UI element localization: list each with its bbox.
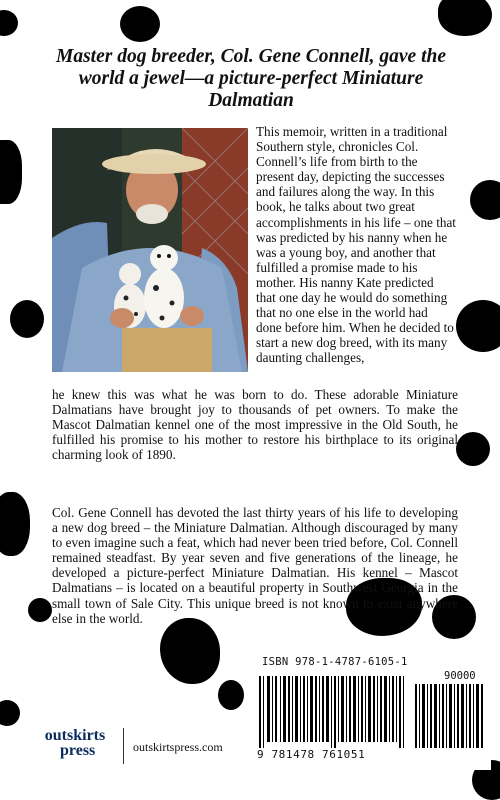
dalmatian-spot bbox=[438, 0, 492, 36]
dalmatian-spot bbox=[0, 140, 22, 204]
publisher-logo bbox=[30, 728, 120, 758]
publisher-url: outskirtspress.com bbox=[133, 740, 223, 754]
dalmatian-spot bbox=[28, 598, 52, 622]
description-paragraph-2: Col. Gene Connell has devoted the last thirty years of his life to developing a new dog breed – the Miniature Dalmatian. Although discouraged by many to even imagine such a feat, which had never been tried before, Col. Connell remained steadfast. By year seven and five generations of the lineage, he developed a picture-perfect Miniature Dalmatian. His kennel – Mascot Dalmatians – is located on a beautiful property in Southwest Georgia in the small town of Sale City. This unique breed is not known to exist anywhere else in the world. bbox=[52, 505, 458, 626]
publisher-logo-line-1: outskirts bbox=[44, 727, 106, 744]
description-paragraph-1: This memoir, written in a traditional Southern style, chronicles Col. Connell’s life from birth to the present day, depicting the successes and failures along the way. In this book, he talks about two great accomplishments in his life – one that was predicted by his nanny when he was a young boy, and another that fulfilled a promise made to his mother. His nanny Kate predicted that one day he would do something that no one else in the world had done before him. When he decided to start a new dog breed, with its many daunting challenges, bbox=[256, 124, 456, 366]
publisher-logo-line-2: press bbox=[60, 742, 96, 759]
dalmatian-spot bbox=[120, 6, 160, 42]
dalmatian-spot bbox=[456, 432, 490, 466]
barcode-digits: 9 781478 761051 bbox=[257, 748, 366, 761]
author-photo bbox=[52, 128, 248, 372]
dalmatian-spot bbox=[0, 700, 20, 726]
isbn-label: ISBN 978-1-4787-6105-1 bbox=[262, 656, 408, 668]
description-paragraph-1-continued: he knew this was what he was born to do. These adorable Miniature Dalmatians have brought joy to thousands of pet owners. To make the Mascot Dalmatian kennel one of the most impressive in the Old South, he fulfilled his promise to his mother to restore his birthplace to its original charming look of 1890. bbox=[52, 387, 458, 463]
dalmatian-spot bbox=[160, 618, 220, 684]
dalmatian-spot bbox=[0, 10, 18, 36]
barcode bbox=[255, 670, 491, 770]
publisher-divider bbox=[123, 728, 124, 764]
headline: Master dog breeder, Col. Gene Connell, gave the world a jewel—a picture-perfect Miniature Dalmatian bbox=[56, 46, 446, 111]
dalmatian-spot bbox=[470, 180, 500, 220]
dalmatian-spot bbox=[456, 300, 500, 352]
price-code: 90000 bbox=[444, 670, 476, 682]
dalmatian-spot bbox=[0, 492, 30, 556]
dalmatian-spot bbox=[10, 300, 44, 338]
dalmatian-spot bbox=[218, 680, 244, 710]
